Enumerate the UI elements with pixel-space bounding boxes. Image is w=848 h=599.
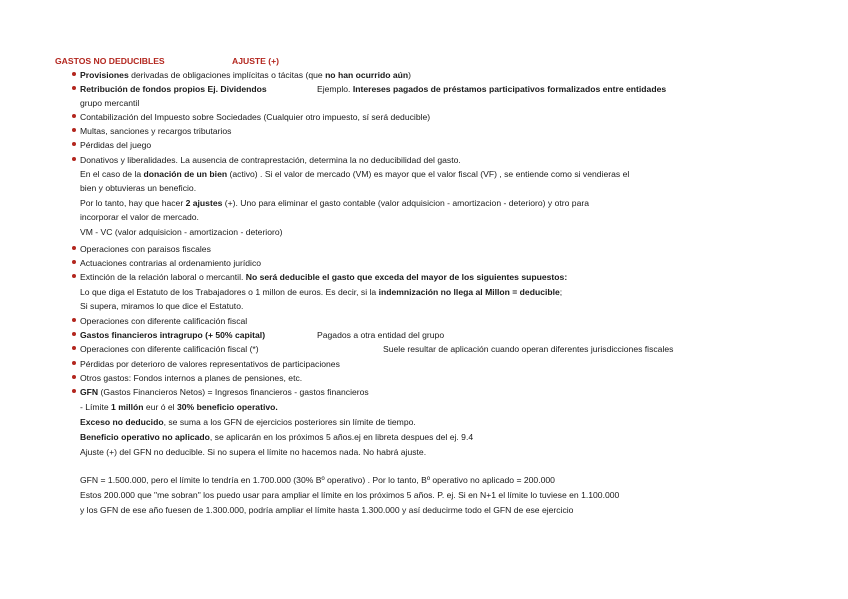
donativos-line-3: bien y obtuvieras un beneficio. <box>80 183 197 193</box>
item-calificacion-2: Operaciones con diferente calificación fiscal (*) <box>80 344 259 354</box>
item-financieros: Gastos financieros intragrupo (+ 50% capital) <box>80 330 266 340</box>
adjustment-label: AJUSTE (+) <box>232 56 280 66</box>
example-line-2: Estos 200.000 que "me sobran" los puedo usar para ampliar el límite en los próximos 5 años. P. ej. Si en N+1 el límite lo tuviese en 1.100.000 <box>80 490 620 500</box>
calificacion-2-note: Suele resultar de aplicación cuando operan diferentes jurisdicciones fiscales <box>383 344 674 354</box>
bullet-icon <box>72 389 76 393</box>
bullet-icon <box>72 72 76 76</box>
bullet-icon <box>72 318 76 322</box>
gfn-limit: - Límite 1 millón eur ó el 30% beneficio operativo. <box>80 402 278 412</box>
section-title: GASTOS NO DEDUCIBLES <box>55 56 165 66</box>
item-gfn: GFN (Gastos Financieros Netos) = Ingresos financieros - gastos financieros <box>80 387 369 397</box>
gfn-exceso: Exceso no deducido, se suma a los GFN de ejercicios posteriores sin límite de tiempo. <box>80 417 416 427</box>
bullet-icon <box>72 157 76 161</box>
item-paraisos: Operaciones con paraisos fiscales <box>80 244 211 254</box>
extincion-line-2: Lo que diga el Estatuto de los Trabajadores o 1 millon de euros. Es decir, si la indemnización no llega al Millon = deducible; <box>80 287 563 297</box>
item-contabilizacion: Contabilización del Impuesto sobre Sociedades (Cualquier otro impuesto, sí será deducible) <box>80 112 431 122</box>
example-line-3: y los GFN de ese año fuesen de 1.300.000, podría ampliar el límite hasta 1.300.000 y así deducirme todo el GFN de ese ejercicio <box>80 505 574 515</box>
bullet-icon <box>72 274 76 278</box>
item-retribucion-cont: grupo mercantil <box>80 98 140 108</box>
bullet-icon <box>72 86 76 90</box>
item-retribucion-example: Ejemplo. Intereses pagados de préstamos participativos formalizados entre entidades <box>317 84 667 94</box>
extincion-line-3: Si supera, miramos lo que dice el Estatuto. <box>80 301 244 311</box>
item-extincion: Extinción de la relación laboral o mercantil. No será deducible el gasto que exceda del mayor de los siguientes supuestos: <box>80 272 568 282</box>
item-contrarias: Actuaciones contrarias al ordenamiento jurídico <box>80 258 262 268</box>
bullet-icon <box>72 142 76 146</box>
item-retribucion: Retribución de fondos propios Ej. Dividendos <box>80 84 267 94</box>
donativos-line-5: incorporar el valor de mercado. <box>80 212 199 222</box>
bullet-icon <box>72 260 76 264</box>
bullet-icon <box>72 375 76 379</box>
donativos-line-4: Por lo tanto, hay que hacer 2 ajustes (+). Uno para eliminar el gasto contable (valor adquisicion - amortizacion - deterioro) y otro para <box>80 198 589 208</box>
bullet-icon <box>72 346 76 350</box>
item-perdidas-deterioro: Pérdidas por deterioro de valores representativos de participaciones <box>80 359 340 369</box>
item-donativos: Donativos y liberalidades. La ausencia de contraprestación, determina la no deducibilidad del gasto. <box>80 155 461 165</box>
gfn-beneficio: Beneficio operativo no aplicado, se aplicarán en los próximos 5 años.ej en libreta despues del ej. 9.4 <box>80 432 474 442</box>
item-otros: Otros gastos: Fondos internos a planes de pensiones, etc. <box>80 373 303 383</box>
bullet-icon <box>72 128 76 132</box>
financieros-note: Pagados a otra entidad del grupo <box>317 330 445 340</box>
donativos-line-2: En el caso de la donación de un bien (activo) . Si el valor de mercado (VM) es mayor que el valor fiscal (VF) , se entiende como si vendieras el <box>80 169 630 179</box>
item-juego: Pérdidas del juego <box>80 140 152 150</box>
item-provisiones: Provisiones derivadas de obligaciones implícitas o tácitas (que no han ocurrido aún) <box>80 70 412 80</box>
bullet-icon <box>72 246 76 250</box>
item-calificacion-1: Operaciones con diferente calificación fiscal <box>80 316 248 326</box>
example-line-1: GFN = 1.500.000, pero el límite lo tendría en 1.700.000 (30% Bº operativo) . Por lo tanto, Bº operativo no aplicado = 200.000 <box>80 475 555 485</box>
gfn-ajuste: Ajuste (+) del GFN no deducible. Si no supera el límite no hacemos nada. No habrá ajuste. <box>80 447 427 457</box>
bullet-icon <box>72 332 76 336</box>
donativos-line-6: VM - VC (valor adquisicion - amortizacion - deterioro) <box>80 227 283 237</box>
bullet-icon <box>72 361 76 365</box>
item-multas: Multas, sanciones y recargos tributarios <box>80 126 232 136</box>
bullet-icon <box>72 114 76 118</box>
